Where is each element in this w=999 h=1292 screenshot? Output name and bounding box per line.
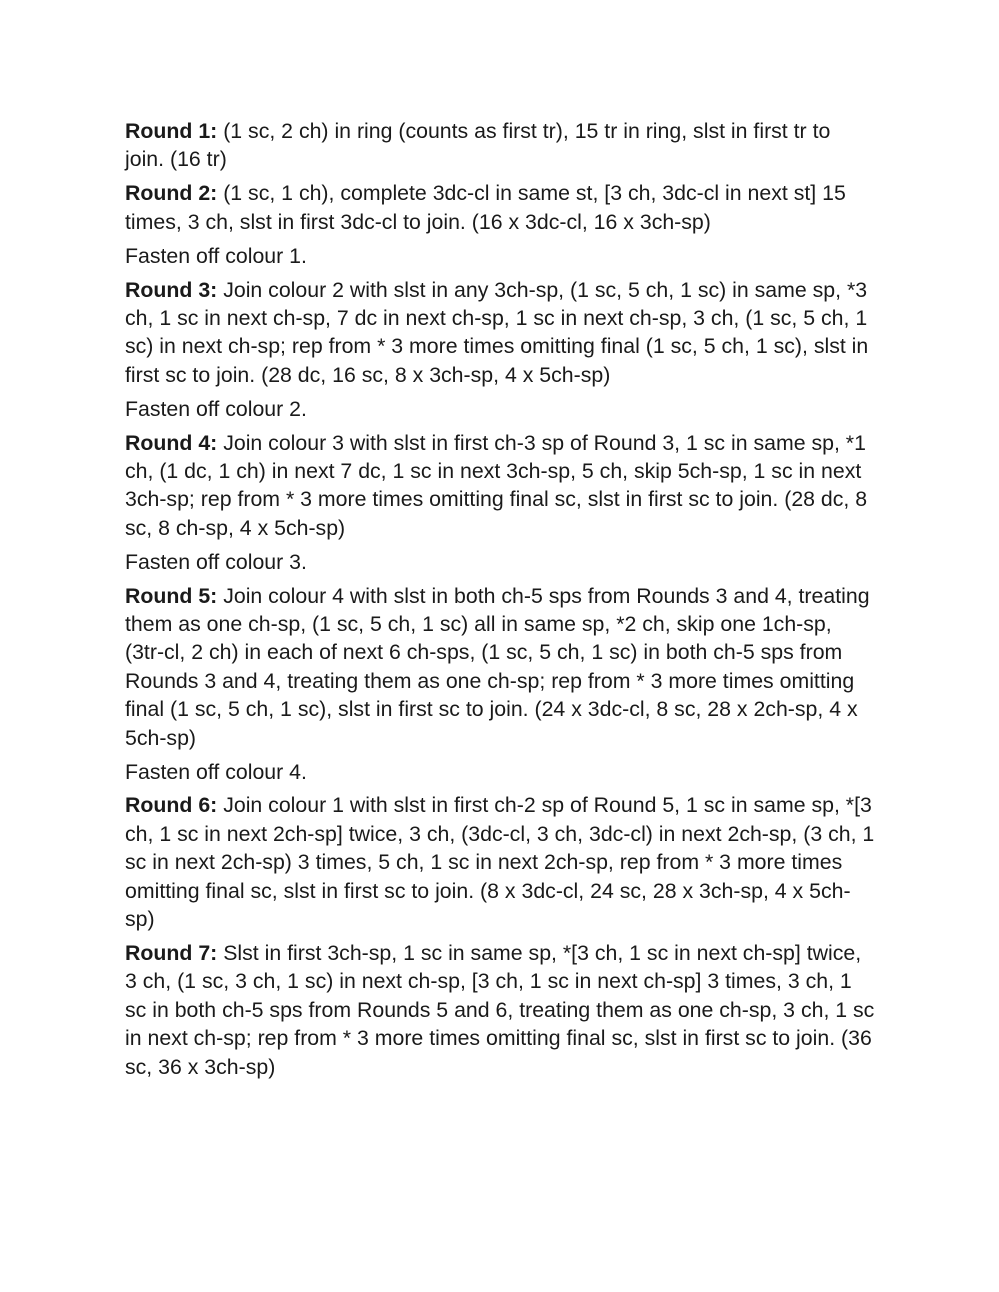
fasten-off-paragraph — [125, 758, 875, 786]
round-text: Join colour 2 with slst in any 3ch-sp, (1 sc, 5 ch, 1 sc) in same sp, *3 ch, 1 sc in next ch-sp, 7 dc in next ch-sp, 1 sc in next ch-sp, 3 ch, (1 sc, 5 ch, 1 sc) in next ch-sp; rep from * 3 more times omitting final (1 sc, 5 ch, 1 sc), slst in first sc to join. (28 dc, 16 sc, 8 x 3ch-sp, 4 x 5ch-sp) — [125, 277, 869, 387]
round-1-paragraph — [125, 117, 875, 174]
fasten-off-paragraph — [125, 395, 875, 423]
round-text: Join colour 3 with slst in first ch-3 sp of Round 3, 1 sc in same sp, *1 ch, (1 dc, 1 ch) in next 7 dc, 1 sc in next 3ch-sp, 5 ch, skip 5ch-sp, 1 sc in next 3ch-sp; rep from * 3 more times omitting final sc, slst in first sc to join. (28 dc, 8 sc, 8 ch-sp, 4 x 5ch-sp) — [125, 430, 868, 540]
fasten-off-text: Fasten off colour 4. — [125, 759, 307, 784]
round-label: Round 3: — [125, 277, 218, 302]
round-label: Round 1: — [125, 119, 218, 143]
pattern-page — [125, 117, 875, 1087]
round-label: Round 6: — [125, 793, 218, 818]
round-text: Join colour 1 with slst in first ch-2 sp of Round 5, 1 sc in same sp, *[3 ch, 1 sc in next 2ch-sp] twice, 3 ch, (3dc-cl, 3 ch, 3dc-cl) in next 2ch-sp, (3 ch, 1 sc in next 2ch-sp) 3 times, 5 ch, 1 sc in next 2ch-sp, rep from * 3 more times omitting final sc, slst in first sc to join. (8 x 3dc-cl, 24 sc, 28 x 3ch-sp, 4 x 5ch-sp) — [125, 793, 875, 932]
fasten-off-paragraph — [125, 242, 875, 270]
round-6-paragraph — [125, 791, 875, 933]
round-text: (1 sc, 2 ch) in ring (counts as first tr), 15 tr in ring, slst in first tr to join. (16 tr) — [125, 119, 831, 172]
round-4-paragraph — [125, 429, 875, 543]
round-text: (1 sc, 1 ch), complete 3dc-cl in same st, [3 ch, 3dc-cl in next st] 15 times, 3 ch, slst in first 3dc-cl to join. (16 x 3dc-cl, 16 x 3ch-sp) — [125, 181, 846, 234]
fasten-off-text: Fasten off colour 3. — [125, 549, 307, 574]
fasten-off-text: Fasten off colour 1. — [125, 243, 307, 268]
round-label: Round 2: — [125, 181, 218, 206]
round-label: Round 7: — [125, 940, 218, 965]
round-text: Slst in first 3ch-sp, 1 sc in same sp, *[3 ch, 1 sc in next ch-sp] twice, 3 ch, (1 sc, 3 ch, 1 sc) in next ch-sp, [3 ch, 1 sc in next ch-sp] 3 times, 3 ch, 1 sc in both ch-5 sps from Rounds 5 and 6, treating them as one ch-sp, 3 ch, 1 sc in next ch-sp; rep from * 3 more times omitting final sc, slst in first sc to join. (36 sc, 36 x 3ch-sp) — [125, 940, 875, 1079]
fasten-off-text: Fasten off colour 2. — [125, 396, 307, 421]
round-label: Round 4: — [125, 430, 218, 455]
round-text: Join colour 4 with slst in both ch-5 sps from Rounds 3 and 4, treating them as one ch-sp, (1 sc, 5 ch, 1 sc) all in same sp, *2 ch, skip one 1ch-sp, (3tr-cl, 2 ch) in each of next 6 ch-sps, (1 sc, 5 ch, 1 sc) in both ch-5 sps from Rounds 3 and 4, treating them as one ch-sp; rep from * 3 more times omitting final (1 sc, 5 ch, 1 sc), slst in first sc to join. (24 x 3dc-cl, 8 sc, 28 x 2ch-sp, 4 x 5ch-sp) — [125, 583, 870, 750]
round-5-paragraph — [125, 582, 875, 752]
round-2-paragraph — [125, 179, 875, 236]
round-label: Round 5: — [125, 583, 218, 608]
round-7-paragraph — [125, 939, 875, 1081]
fasten-off-paragraph — [125, 548, 875, 576]
round-3-paragraph — [125, 276, 875, 390]
